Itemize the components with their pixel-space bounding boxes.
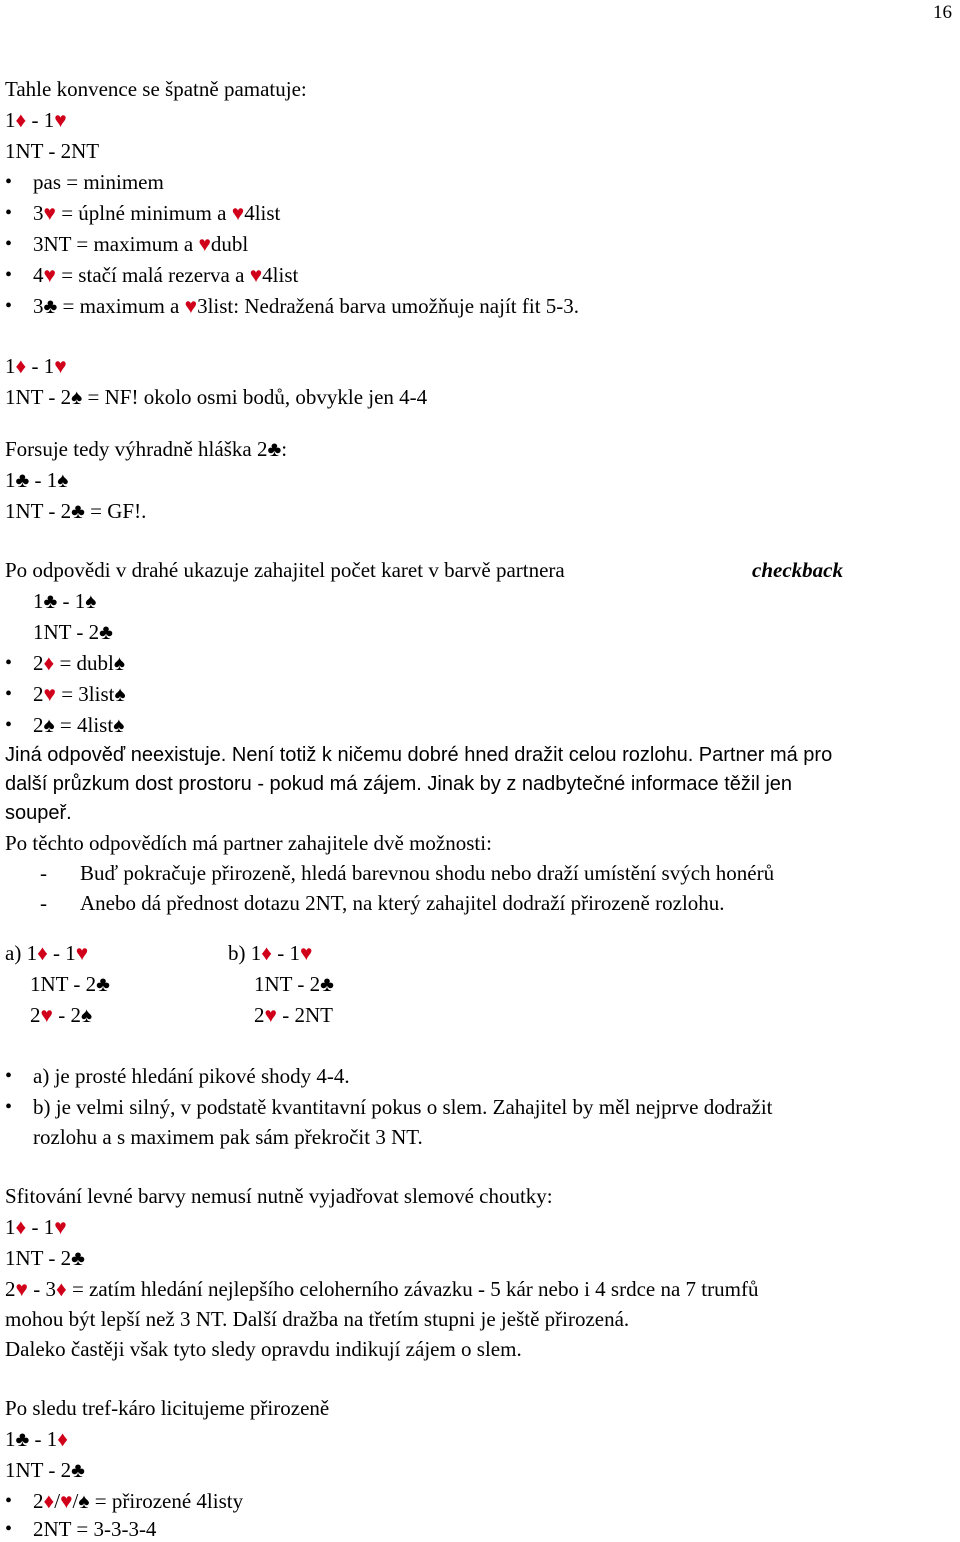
club-icon: ♣ [43, 294, 58, 318]
text-line: Po těchto odpovědích má partner zahajitele dvě možnosti: [5, 831, 492, 855]
spade-icon: ♠ [43, 713, 55, 737]
bid-line: 1♦ - 1♥ [5, 108, 67, 132]
heart-icon: ♥ [184, 294, 198, 318]
bullet-item: • a) je prosté hledání pikové shody 4-4. [33, 1063, 350, 1089]
heart-icon: ♥ [198, 232, 211, 256]
spade-icon: ♠ [113, 713, 125, 737]
club-icon: ♣ [15, 468, 30, 492]
bullet-item: • 2♥ = 3list♠ [33, 681, 126, 707]
dash-marker: - [40, 891, 47, 915]
diamond-icon: ♦ [261, 941, 272, 965]
sequence-a-line: a) 1♦ - 1♥ [5, 941, 89, 965]
text-line: Daleko častěji však tyto sledy opravdu indikují zájem o slem. [5, 1337, 522, 1361]
heart-icon: ♥ [40, 1003, 53, 1027]
heart-icon: ♥ [43, 263, 56, 287]
heart-icon: ♥ [15, 1277, 28, 1301]
heart-icon: ♥ [75, 941, 89, 965]
paragraph-line: další průzkum dost prostoru - pokud má zájem. Jinak by z nadbytečné informace těžil jen [5, 773, 793, 795]
text-line: mohou být lepší než 3 NT. Další dražba na třetím stupni je ještě přirozená. [5, 1307, 630, 1331]
spade-icon: ♠ [71, 385, 83, 409]
heart-icon: ♥ [54, 1215, 67, 1239]
club-icon: ♣ [320, 972, 334, 996]
diamond-icon: ♦ [55, 1277, 67, 1301]
bullet-continuation: rozlohu a s maximem pak sám překročit 3 NT. [33, 1125, 423, 1149]
bid-line: 1NT - 2NT [5, 139, 100, 163]
sequence-b-line: 2♥ - 2NT [254, 1003, 333, 1027]
club-icon: ♣ [71, 499, 85, 523]
bullet-item: • b) je velmi silný, v podstatě kvantitavní pokus o slem. Zahajitel by měl nejprve dodražit [33, 1094, 773, 1120]
bullet-item: • 2♦/♥/♠ = přirozené 4listy [33, 1488, 243, 1514]
club-icon: ♣ [96, 972, 110, 996]
dash-item: Anebo dá přednost dotazu 2NT, na který zahajitel dodraží přirozeně rozlohu. [80, 891, 725, 915]
heart-icon: ♥ [43, 201, 56, 225]
heart-icon: ♥ [231, 201, 245, 225]
checkback-label: checkback [752, 558, 843, 582]
sequence-a-line: 2♥ - 2♠ [30, 1003, 93, 1027]
bid-line: 1NT - 2♠ = NF! okolo osmi bodů, obvykle jen 4-4 [5, 385, 428, 409]
heart-icon: ♥ [54, 354, 67, 378]
paragraph-line: soupeř. [5, 802, 72, 824]
bid-line: 1♦ - 1♥ [5, 1215, 67, 1239]
diamond-icon: ♦ [15, 108, 27, 132]
bid-line: 1NT - 2♣ = GF!. [5, 499, 147, 523]
bid-line: 1♣ - 1♦ [5, 1427, 68, 1451]
spade-icon: ♠ [80, 1003, 93, 1027]
bid-line: 1♣ - 1♠ [33, 589, 97, 613]
paragraph-line: Jiná odpověď neexistuje. Není totiž k ničemu dobré hned dražit celou rozlohu. Partner má pro [5, 744, 833, 766]
heart-icon: ♥ [264, 1003, 277, 1027]
diamond-icon: ♦ [43, 651, 55, 675]
bid-line: 1NT - 2♣ [5, 1458, 85, 1482]
sequence-a-line: 1NT - 2♣ [30, 972, 110, 996]
bid-line: 1♦ - 1♥ [5, 354, 67, 378]
dash-item: Buď pokračuje přirozeně, hledá barevnou shodu nebo draží umístění svých honérů [80, 861, 775, 885]
heart-icon: ♥ [60, 1489, 73, 1513]
club-icon: ♣ [43, 589, 58, 613]
text-line: Po odpovědi v drahé ukazuje zahajitel počet karet v barvě partnera [5, 558, 565, 582]
bid-line: 1NT - 2♣ [33, 620, 113, 644]
bullet-item: • 4♥ = stačí malá rezerva a ♥4list [33, 262, 298, 288]
bullet-item: • pas = minimem [33, 169, 164, 195]
sequence-b-line: 1NT - 2♣ [254, 972, 334, 996]
spade-icon: ♠ [57, 468, 69, 492]
bullet-item: • 3♣ = maximum a ♥3list: Nedražená barva umožňuje najít fit 5-3. [33, 293, 579, 319]
sequence-b-line: b) 1♦ - 1♥ [228, 941, 313, 965]
club-icon: ♣ [99, 620, 113, 644]
page-number: 16 [933, 2, 952, 23]
bid-line: 1♣ - 1♠ [5, 468, 69, 492]
spade-icon: ♠ [78, 1489, 90, 1513]
text-line: Po sledu tref-káro licitujeme přirozeně [5, 1396, 330, 1420]
bid-line: 2♥ - 3♦ = zatím hledání nejlepšího celoherního závazku - 5 kár nebo i 4 srdce na 7 trumfů [5, 1277, 759, 1301]
intro-line: Tahle konvence se špatně pamatuje: [5, 77, 307, 101]
bullet-item: • 3NT = maximum a ♥dubl [33, 231, 248, 257]
spade-icon: ♠ [114, 682, 126, 706]
diamond-icon: ♦ [15, 1215, 27, 1239]
bullet-item: • 3♥ = úplné minimum a ♥4list [33, 200, 280, 226]
dash-marker: - [40, 861, 47, 885]
bid-line: 1NT - 2♣ [5, 1246, 85, 1270]
heart-icon: ♥ [54, 108, 67, 132]
diamond-icon: ♦ [57, 1427, 68, 1451]
spade-icon: ♠ [85, 589, 97, 613]
heart-icon: ♥ [249, 263, 263, 287]
diamond-icon: ♦ [15, 354, 27, 378]
club-icon: ♣ [15, 1427, 30, 1451]
text-line: Forsuje tedy výhradně hláška 2♣: [5, 437, 288, 461]
bullet-item: • 2♠ = 4list♠ [33, 712, 124, 738]
heart-icon: ♥ [43, 682, 56, 706]
text-line: Sfitování levné barvy nemusí nutně vyjadřovat slemové choutky: [5, 1184, 553, 1208]
club-icon: ♣ [267, 437, 282, 461]
diamond-icon: ♦ [43, 1489, 55, 1513]
club-icon: ♣ [71, 1246, 85, 1270]
bullet-item: • 2♦ = dubl♠ [33, 650, 125, 676]
heart-icon: ♥ [299, 941, 313, 965]
spade-icon: ♠ [113, 651, 126, 675]
bullet-item: • 2NT = 3-3-3-4 [33, 1516, 156, 1542]
diamond-icon: ♦ [37, 941, 48, 965]
club-icon: ♣ [71, 1458, 85, 1482]
